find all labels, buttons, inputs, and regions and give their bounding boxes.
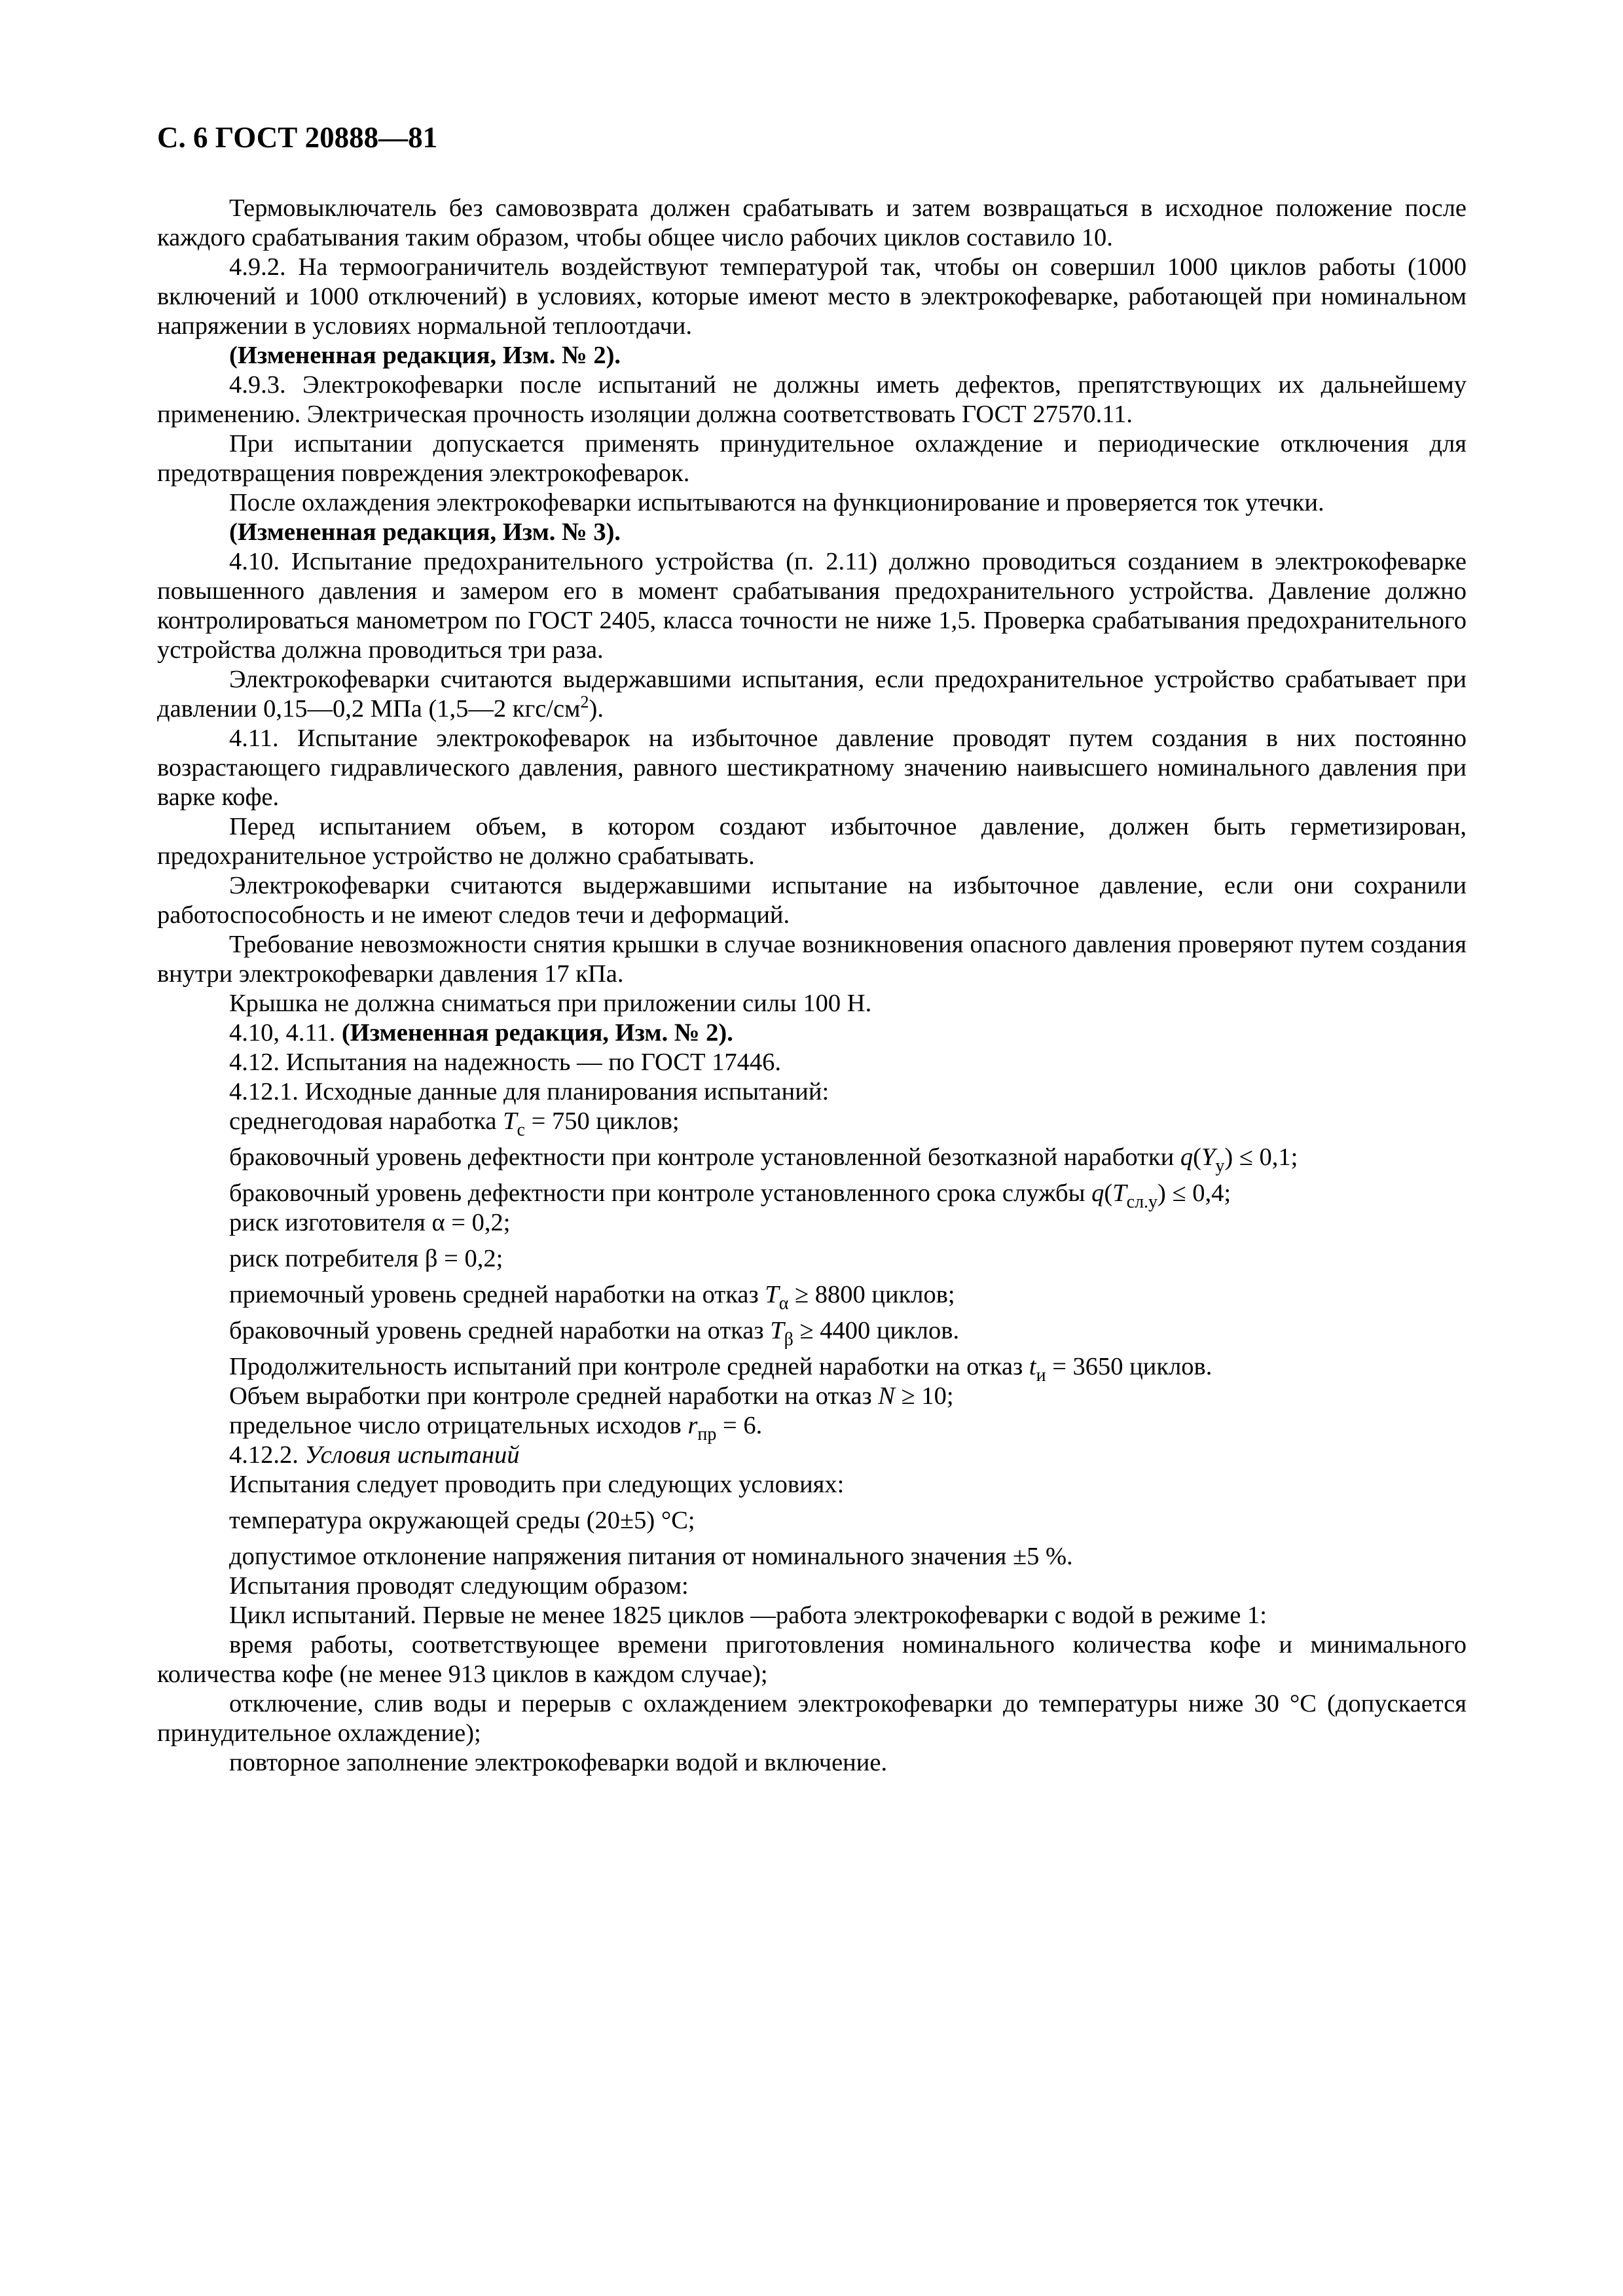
text: 4.12.2. — [229, 1441, 305, 1469]
amendment-note: (Измененная редакция, Изм. № 3). — [229, 518, 621, 546]
text: среднегодовая наработка — [229, 1107, 503, 1135]
text: браковочный уровень средней наработки на отказ — [229, 1317, 771, 1344]
clause-4-12-1: 4.12.1. Исходные данные для планирования испытаний: — [229, 1078, 830, 1105]
text: предельное число отрицательных исходов — [229, 1412, 688, 1439]
amendment-note: (Измененная редакция, Изм. № 2). — [229, 342, 621, 369]
list-item: отключение, слив воды и перерыв с охлаждением электрокофеварки до температуры ниже 30 °С (допускается принудительное охлаждение); — [157, 1690, 1467, 1747]
text: 4.10, 4.11. — [229, 1019, 342, 1047]
paragraph: Требование невозможности снятия крышки в случае возникновения опасного давления проверяют путем создания внутри электрокофеварки давления 17 кПа. — [157, 931, 1467, 988]
text: Продолжительность испытаний при контроле средней наработки на отказ — [229, 1353, 1029, 1380]
paragraph: При испытании допускается применять принудительное охлаждение и периодические отключения для предотвращения повреждения электрокофеварок. — [157, 430, 1467, 487]
italic-heading: Условия испытаний — [304, 1441, 520, 1469]
list-item — [157, 1411, 1467, 1444]
text: = 3650 циклов. — [1046, 1353, 1213, 1380]
list-item — [157, 1352, 1467, 1386]
text: ( — [1193, 1143, 1201, 1171]
paragraph: Электрокофеварки считаются выдержавшими испытание на избыточное давление, если они сохранили работоспособность и не имеют следов течи и деформаций. — [157, 872, 1467, 929]
clause-4-9-3: 4.9.3. Электрокофеварки после испытаний не должны иметь дефектов, препятствующих их дальнейшему применению. Электрическая прочность изоляции должна соответствовать ГОСТ 27570.11. — [157, 371, 1467, 428]
text: ≥ 8800 циклов; — [788, 1281, 955, 1308]
superscript: 2 — [580, 692, 589, 711]
text: ≥ 10; — [894, 1382, 954, 1410]
text: браковочный уровень дефектности при контроле установленной безотказной наработки — [229, 1143, 1180, 1171]
subscript: пр — [697, 1424, 717, 1444]
paragraph: Крышка не должна сниматься при приложении силы 100 Н. — [229, 990, 872, 1017]
variable: q — [1091, 1179, 1104, 1207]
variable: t — [1029, 1353, 1036, 1380]
subscript: у — [1215, 1156, 1225, 1176]
page-header: С. 6 ГОСТ 20888—81 — [157, 121, 438, 154]
variable: Т — [765, 1281, 779, 1308]
text: ≥ 4400 циклов. — [793, 1317, 960, 1344]
text: = 6. — [716, 1412, 763, 1439]
text: браковочный уровень дефектности при контроле установленного срока службы — [229, 1179, 1092, 1207]
clause-4-10: 4.10. Испытание предохранительного устройства (п. 2.11) должно проводиться созданием в электрокофеварке повышенного давления и замером его в момент срабатывания предохранительного устройства. Давление должно контролироваться манометром по ГОСТ 2405, класса точности не ниже 1,5. Проверка срабатывания предохранительного устройства должна проводиться три раза. — [157, 548, 1467, 664]
subscript: с — [517, 1120, 525, 1140]
list-item: температура окружающей среды (20±5) °С; — [229, 1507, 695, 1534]
paragraph: Цикл испытаний. Первые не менее 1825 циклов —работа электрокофеварки с водой в режиме 1: — [229, 1602, 1267, 1629]
list-item — [157, 1316, 1467, 1350]
list-item — [157, 1179, 1467, 1212]
variable: r — [687, 1412, 698, 1439]
list-item: время работы, соответствующее времени приготовления номинального количества кофе и минимального количества кофе (не менее 913 циклов в каждом случае); — [157, 1631, 1467, 1688]
subscript: и — [1036, 1365, 1046, 1386]
bold-text: (Измененная редакция, Изм. № 2). — [341, 1019, 733, 1047]
variable: N — [878, 1382, 895, 1410]
variable: Т — [503, 1107, 517, 1135]
paragraph: После охлаждения электрокофеварки испытываются на функционирование и проверяется ток утечки. — [229, 489, 1324, 516]
document-page — [157, 118, 1467, 1778]
clause-4-12: 4.12. Испытания на надежность — по ГОСТ 17446. — [229, 1049, 781, 1076]
text: ). — [589, 695, 604, 723]
list-item: допустимое отклонение напряжения питания от номинального значения ±5 %. — [229, 1543, 1073, 1570]
text: Объем выработки при контроле средней наработки на отказ — [229, 1382, 879, 1410]
subscript: β — [784, 1329, 793, 1350]
variable: Y — [1201, 1143, 1216, 1171]
clause-4-9-2: 4.9.2. На термоограничитель воздействуют температурой так, чтобы он совершил 1000 циклов работы (1000 включений и 1000 отключений) в условиях, которые имеют место в электрокофеварке, работающей при номинальном напряжении в условиях нормальной теплоотдачи. — [157, 253, 1467, 340]
text: = 750 циклов; — [524, 1107, 680, 1135]
text: Электрокофеварки считаются выдержавшими испытания, если предохранительное устройство срабатывает при давлении 0,15—0,2 МПа (1,5—2 кгс/см — [157, 666, 1467, 723]
variable: Т — [770, 1317, 784, 1344]
paragraph: Испытания проводят следующим образом: — [229, 1572, 689, 1600]
list-item — [157, 1143, 1467, 1176]
paragraph: Термовыключатель без самовозврата должен срабатывать и затем возвращаться в исходное положение после каждого срабатывания таким образом, чтобы общее число рабочих циклов составило 10. — [157, 194, 1467, 251]
amendment-note — [157, 1018, 1467, 1048]
subscript: сл.у — [1126, 1192, 1158, 1212]
list-item: повторное заполнение электрокофеварки водой и включение. — [229, 1749, 888, 1776]
list-item — [157, 1382, 1467, 1411]
list-item — [157, 1107, 1467, 1140]
text: приемочный уровень средней наработки на отказ — [229, 1281, 765, 1308]
clause-4-12-2 — [157, 1441, 1467, 1470]
variable: q — [1180, 1143, 1194, 1171]
list-item: риск изготовителя α = 0,2; — [229, 1209, 511, 1236]
subscript: α — [778, 1293, 789, 1314]
paragraph: Испытания следует проводить при следующих условиях: — [229, 1471, 845, 1498]
text: ) ≤ 0,4; — [1158, 1179, 1231, 1207]
text: ( — [1104, 1179, 1113, 1207]
text: ) ≤ 0,1; — [1224, 1143, 1298, 1171]
list-item: риск потребителя β = 0,2; — [229, 1245, 503, 1272]
variable: Т — [1112, 1179, 1127, 1207]
paragraph — [157, 665, 1467, 724]
clause-4-11: 4.11. Испытание электрокофеварок на избыточное давление проводят путем создания в них постоянно возрастающего гидравлического давления, равного шестикратному значению наивысшего номинального давления при варке кофе. — [157, 725, 1467, 811]
list-item — [157, 1280, 1467, 1314]
paragraph: Перед испытанием объем, в котором создают избыточное давление, должен быть герметизирован, предохранительное устройство не должно срабатывать. — [157, 813, 1467, 870]
